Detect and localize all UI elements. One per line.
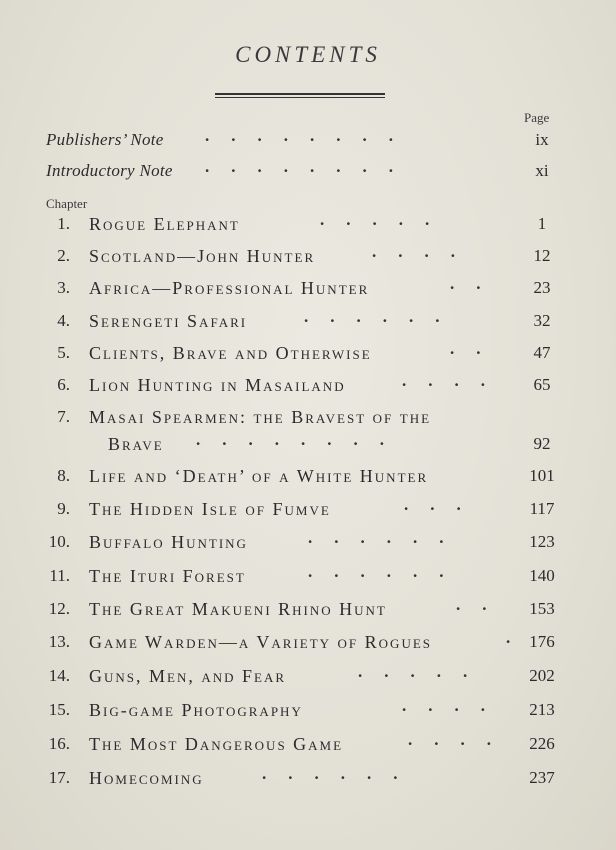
toc-page-number: 92 [533,434,551,453]
toc-page-number: 202 [529,666,555,685]
toc-page-number: 226 [529,734,555,753]
toc-row-chapter-3[interactable] [0,274,616,304]
leader-dots: ........ [205,126,415,145]
toc-title: Life and ‘Death’ of a White Hunter [89,466,429,486]
leader-dots: .. [450,274,503,293]
leader-dots: ...... [304,307,462,326]
toc-row-chapter-15[interactable] [0,696,616,726]
toc-row-chapter-2[interactable] [0,242,616,272]
toc-page-number: 32 [533,311,551,330]
leader-dots: ...... [262,764,420,783]
toc-page-number: 140 [529,566,555,585]
toc-page-number: 153 [529,599,555,618]
toc-row-publishers-note[interactable] [0,126,616,156]
chapter-number: 14. [48,666,70,685]
leader-dots: ........ [205,157,415,176]
leader-dots: ...... [308,528,466,547]
toc-title: The Ituri Forest [89,566,246,586]
toc-title: Introductory Note [46,161,173,180]
chapter-number: 17. [48,768,70,787]
toc-row-chapter-17[interactable] [0,764,616,794]
chapter-number: 1. [57,214,70,233]
toc-title: Masai Spearmen: the Bravest of the [89,407,432,427]
toc-row-chapter-6[interactable] [0,371,616,401]
toc-page-number: 1 [537,214,547,233]
page-title: CONTENTS [235,42,381,67]
title-rule-upper [215,93,385,95]
leader-dots: .... [372,242,477,261]
toc-page-number: 65 [533,375,551,394]
toc-title: The Most Dangerous Game [89,734,344,754]
chapter-number: 9. [57,499,70,518]
toc-title: Rogue Elephant [89,214,240,234]
toc-title: Africa—Professional Hunter [89,278,370,298]
toc-title: The Great Makueni Rhino Hunt [89,599,387,619]
toc-row-chapter-9[interactable] [0,495,616,525]
leader-dots: ..... [320,210,452,229]
toc-row-chapter-16[interactable] [0,730,616,760]
leader-dots: ... [404,495,483,514]
chapter-number: 11. [49,566,70,585]
toc-row-chapter-13[interactable] [0,628,616,658]
page-column-header: Page [524,110,550,125]
toc-title: Buffalo Hunting [89,532,248,552]
toc-page-number: 101 [529,466,555,485]
leader-dots: ...... [308,562,466,581]
toc-title: Scotland—John Hunter [89,246,316,266]
chapter-column-header: Chapter [46,196,88,211]
leader-dots: ..... [358,662,490,681]
toc-row-chapter-7-continued[interactable] [0,430,616,460]
toc-row-chapter-11[interactable] [0,562,616,592]
chapter-number: 10. [48,532,70,551]
leader-dots: .... [408,730,513,749]
toc-title: Serengeti Safari [89,311,248,331]
toc-page-number: 47 [533,343,551,362]
chapter-number: 13. [48,632,70,651]
toc-page-number: xi [535,161,549,180]
chapter-number: 12. [48,599,70,618]
toc-title: Big-game Photography [89,700,303,720]
toc-row-chapter-12[interactable] [0,595,616,625]
chapter-number: 4. [57,311,70,330]
toc-page-number: 237 [529,768,555,787]
toc-title: Guns, Men, and Fear [89,666,287,686]
title-rule-lower [215,97,385,98]
leader-dots: .. [456,595,509,614]
toc-title: Publishers’ Note [46,130,164,149]
toc-page-number: 123 [529,532,555,551]
toc-title: Homecoming [89,768,204,788]
toc-row-chapter-10[interactable] [0,528,616,558]
toc-row-introductory-note[interactable] [0,157,616,187]
chapter-number: 6. [57,375,70,394]
toc-title: Clients, Brave and Otherwise [89,343,372,363]
toc-page-number: 23 [533,278,551,297]
toc-page-number: 176 [529,632,555,651]
leader-dots: . [506,628,533,647]
toc-row-chapter-5[interactable] [0,339,616,369]
toc-title: Game Warden—a Variety of Rogues [89,632,433,652]
toc-title: Lion Hunting in Masailand [89,375,346,395]
toc-page-number: ix [535,130,549,149]
toc-title-continued: Brave [108,434,164,454]
toc-row-chapter-14[interactable] [0,662,616,692]
toc-title: The Hidden Isle of Fumve [89,499,331,519]
toc-row-chapter-4[interactable] [0,307,616,337]
toc-row-chapter-8[interactable] [0,466,616,492]
leader-dots: .. [450,339,503,358]
chapter-number: 8. [57,466,70,485]
leader-dots: ........ [196,430,406,449]
toc-page-number: 213 [529,700,555,719]
chapter-number: 15. [48,700,70,719]
toc-row-chapter-1[interactable] [0,210,616,240]
chapter-number: 7. [57,407,70,426]
toc-page-number: 117 [529,499,555,518]
chapter-number: 3. [57,278,70,297]
leader-dots: .... [402,696,507,715]
chapter-number: 16. [48,734,70,753]
chapter-number: 5. [57,343,70,362]
toc-page-number: 12 [533,246,551,265]
chapter-number: 2. [57,246,70,265]
leader-dots: .... [402,371,507,390]
